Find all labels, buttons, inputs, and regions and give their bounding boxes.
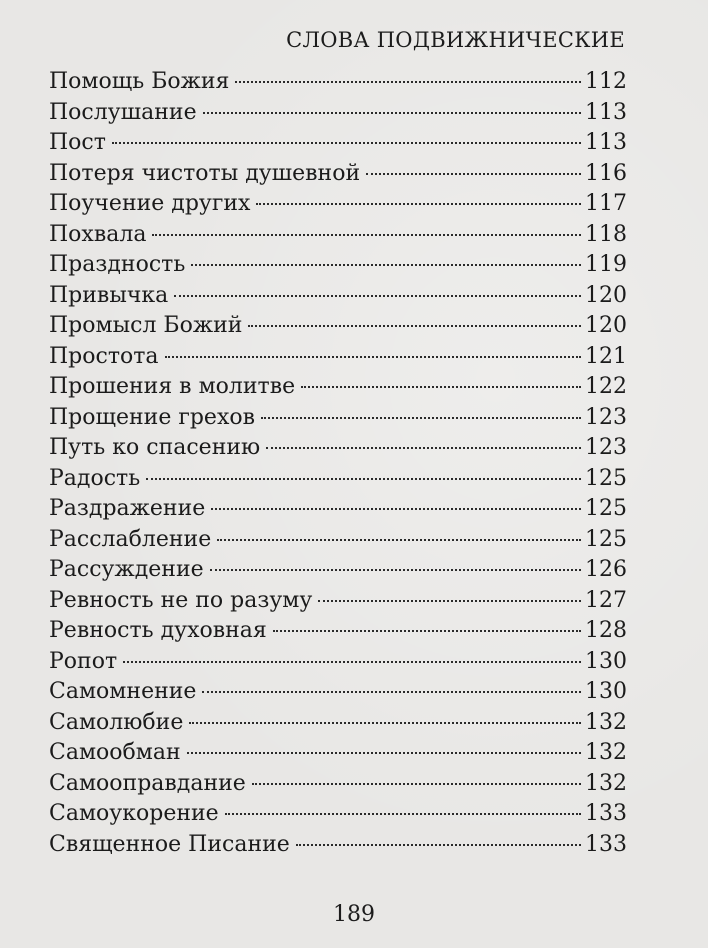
toc-entry-title: Путь ко спасению (49, 435, 261, 460)
page-number: 189 (333, 902, 375, 927)
toc-entry-page: 132 (585, 770, 627, 796)
toc-entry-title: Прощение грехов (49, 404, 255, 430)
toc-entry-title: Раздражение (49, 496, 206, 521)
toc-entry (49, 464, 627, 495)
dot-leader (174, 295, 581, 297)
toc-entry-title: Ропот (49, 648, 118, 674)
dot-leader (187, 752, 581, 754)
toc-entry-title: Помощь Божия (49, 69, 230, 94)
toc-entry-title: Прошения в молитве (49, 374, 296, 399)
toc-entry-title: Самомнение (49, 679, 197, 704)
dot-leader (261, 417, 581, 419)
dot-leader (301, 386, 581, 388)
toc-entry (49, 189, 627, 220)
toc-entry-page: 125 (585, 526, 627, 552)
toc-entry (49, 372, 627, 403)
toc-entry-title: Рассуждение (49, 557, 204, 582)
toc-entry (49, 647, 627, 678)
toc-entry (49, 769, 627, 800)
toc-entry-title: Праздность (49, 252, 186, 277)
toc-entry-page: 120 (585, 282, 627, 308)
dot-leader (146, 478, 581, 480)
dot-leader (248, 325, 581, 327)
dot-leader (123, 661, 581, 663)
toc-entry-page: 121 (585, 343, 627, 369)
toc-entry-page: 128 (585, 618, 627, 643)
toc-entry-title: Ревность духовная (49, 618, 267, 643)
toc-entry (49, 494, 627, 525)
dot-leader (112, 142, 581, 144)
toc-entry-page: 112 (585, 69, 627, 94)
toc-entry-page: 120 (585, 313, 627, 338)
toc-entry-title: Потеря чистоты душевной (49, 160, 361, 186)
dot-leader (191, 264, 581, 266)
toc-entry (49, 830, 627, 861)
toc-entry-title: Пост (49, 130, 106, 155)
toc-entry-title: Радость (49, 465, 141, 491)
dot-leader (266, 447, 581, 449)
toc-entry-page: 116 (585, 160, 627, 186)
toc-entry-title: Промысл Божий (49, 313, 243, 338)
toc-entry (49, 555, 627, 586)
toc-entry-page: 126 (585, 557, 627, 582)
toc-entry-page: 122 (585, 374, 627, 399)
toc-entry-page: 119 (585, 252, 627, 277)
toc-entry-page: 127 (585, 587, 627, 613)
running-title: СЛОВА ПОДВИЖНИЧЕСКИЕ (286, 28, 625, 52)
toc-entry-page: 123 (585, 404, 627, 430)
toc-entry-title: Привычка (49, 282, 169, 308)
table-of-contents (49, 67, 627, 860)
toc-entry-title: Самоукорение (49, 801, 219, 826)
toc-entry-page: 132 (585, 709, 627, 735)
toc-entry-title: Ревность не по разуму (49, 587, 313, 613)
toc-entry-page: 133 (585, 831, 627, 857)
toc-entry (49, 342, 627, 373)
toc-entry-page: 113 (585, 130, 627, 155)
toc-entry-page: 117 (585, 191, 627, 216)
toc-entry (49, 799, 627, 830)
dot-leader (210, 569, 581, 571)
toc-entry-page: 130 (585, 648, 627, 674)
toc-entry-title: Священное Писание (49, 831, 290, 857)
dot-leader (296, 844, 581, 846)
toc-entry-title: Простота (49, 343, 159, 369)
toc-entry-title: Поучение других (49, 191, 251, 216)
toc-entry (49, 433, 627, 464)
toc-entry (49, 98, 627, 129)
toc-entry-page: 130 (585, 679, 627, 704)
toc-entry-title: Расслабление (49, 526, 212, 552)
dot-leader (252, 783, 581, 785)
toc-entry (49, 250, 627, 281)
toc-entry (49, 403, 627, 434)
toc-entry-page: 132 (585, 740, 627, 765)
toc-entry-title: Самооправдание (49, 770, 246, 796)
dot-leader (189, 722, 581, 724)
dot-leader (202, 691, 581, 693)
dot-leader (211, 508, 581, 510)
dot-leader (366, 173, 581, 175)
dot-leader (225, 813, 581, 815)
toc-entry (49, 708, 627, 739)
dot-leader (256, 203, 581, 205)
dot-leader (235, 81, 581, 83)
toc-entry (49, 738, 627, 769)
toc-entry-title: Самообман (49, 740, 181, 765)
toc-entry (49, 67, 627, 98)
toc-entry-page: 125 (585, 465, 627, 491)
toc-entry (49, 586, 627, 617)
toc-entry (49, 616, 627, 647)
toc-entry-page: 113 (585, 99, 627, 125)
toc-entry-page: 123 (585, 435, 627, 460)
dot-leader (152, 234, 581, 236)
toc-entry (49, 281, 627, 312)
dot-leader (318, 600, 581, 602)
toc-entry-title: Похвала (49, 221, 147, 247)
toc-entry-title: Послушание (49, 99, 197, 125)
toc-entry (49, 311, 627, 342)
toc-entry-page: 118 (585, 221, 627, 247)
toc-entry-title: Самолюбие (49, 709, 184, 735)
dot-leader (273, 630, 581, 632)
toc-entry-page: 125 (585, 496, 627, 521)
toc-entry (49, 159, 627, 190)
toc-entry (49, 220, 627, 251)
toc-entry-page: 133 (585, 801, 627, 826)
toc-entry (49, 677, 627, 708)
toc-entry (49, 525, 627, 556)
dot-leader (203, 112, 581, 114)
dot-leader (165, 356, 581, 358)
dot-leader (217, 539, 581, 541)
toc-entry (49, 128, 627, 159)
